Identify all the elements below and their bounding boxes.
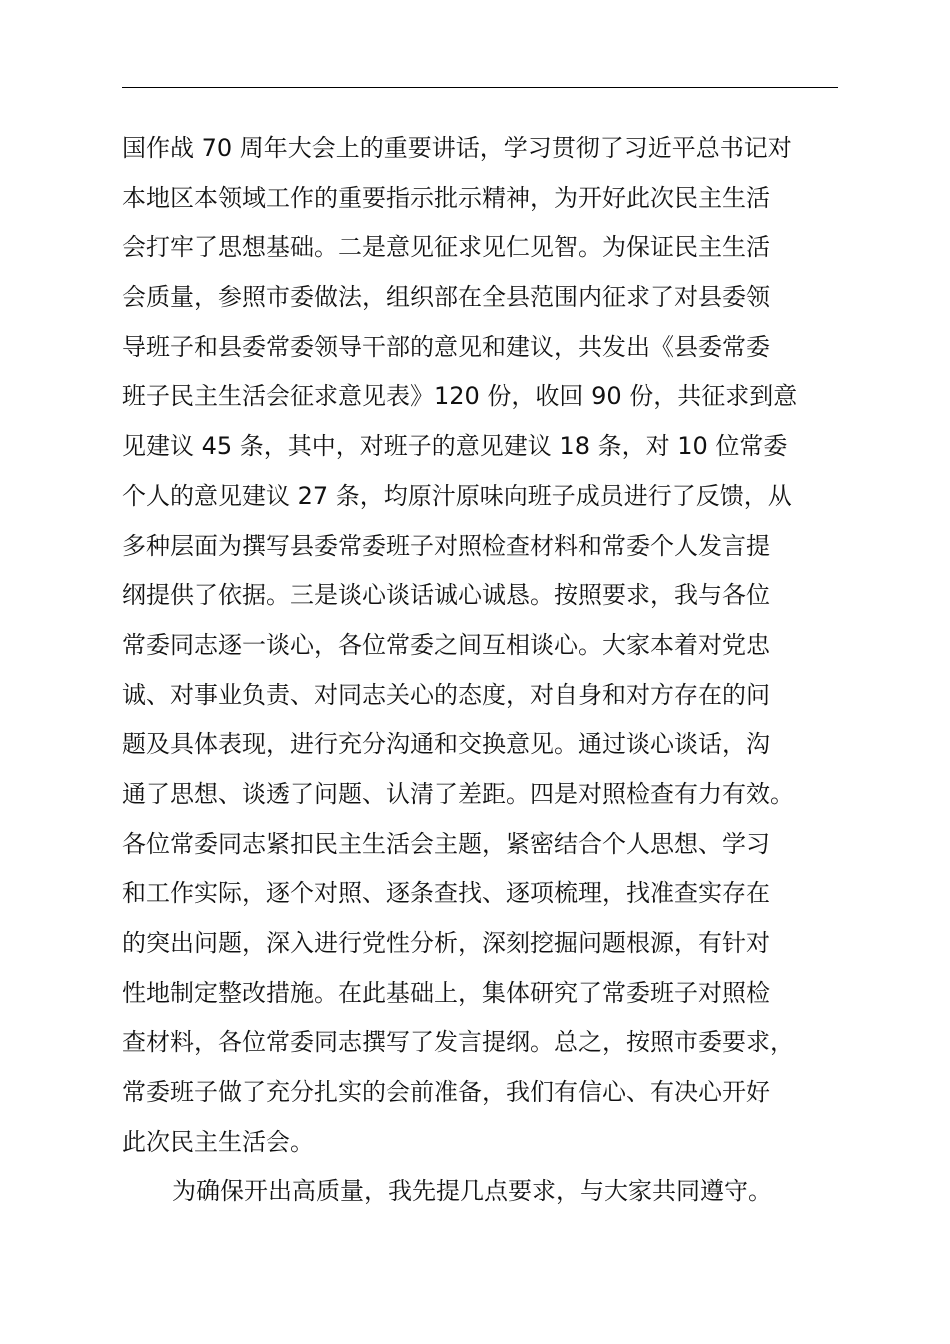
paragraph-line: 个人的意见建议 27 条，均原汁原味向班子成员进行了反馈，从 <box>122 481 792 510</box>
paragraph-line: 查材料，各位常委同志撰写了发言提纲。总之，按照市委要求， <box>122 1028 794 1057</box>
paragraph-line: 会质量，参照市委做法，组织部在全县范围内征求了对县委领 <box>122 283 770 312</box>
document-body <box>122 124 862 1217</box>
header-rule <box>122 87 838 88</box>
paragraph-line: 诚、对事业负责、对同志关心的态度，对自身和对方存在的问 <box>122 680 770 709</box>
paragraph-line: 的突出问题，深入进行党性分析，深刻挖掘问题根源，有针对 <box>122 929 770 957</box>
paragraph-line: 题及具体表现，进行充分沟通和交换意见。通过谈心谈话，沟 <box>122 730 770 759</box>
paragraph-line: 和工作实际，逐个对照、逐条查找、逐项梳理，找准查实存在 <box>122 879 770 908</box>
paragraph-line: 各位常委同志紧扣民主生活会主题，紧密结合个人思想、学习 <box>122 829 770 858</box>
paragraph-line: 国作战 70 周年大会上的重要讲话，学习贯彻了习近平总书记对 <box>122 134 792 162</box>
paragraph-line: 导班子和县委常委领导干部的意见和建议，共发出《县委常委 <box>122 332 770 361</box>
paragraph-line: 班子民主生活会征求意见表》120 份，收回 90 份，共征求到意 <box>122 382 798 411</box>
paragraph-line: 常委班子做了充分扎实的会前准备，我们有信心、有决心开好 <box>122 1078 770 1107</box>
paragraph-line: 会打牢了思想基础。二是意见征求见仁见智。为保证民主生活 <box>122 233 770 262</box>
paragraph-line: 常委同志逐一谈心，各位常委之间互相谈心。大家本着对党忠 <box>122 630 770 659</box>
paragraph-line: 通了思想、谈透了问题、认清了差距。四是对照检查有力有效。 <box>122 779 794 808</box>
paragraph-line: 见建议 45 条，其中，对班子的意见建议 18 条，对 10 位常委 <box>122 432 788 461</box>
paragraph-line: 此次民主生活会。 <box>122 1127 314 1156</box>
paragraph-line: 性地制定整改措施。在此基础上，集体研究了常委班子对照检 <box>122 978 770 1007</box>
paragraph-line: 多种层面为撰写县委常委班子对照检查材料和常委个人发言提 <box>122 531 770 560</box>
paragraph-2 <box>122 1167 862 1217</box>
paragraph-line: 本地区本领域工作的重要指示批示精神，为开好此次民主生活 <box>122 183 770 212</box>
paragraph-line: 为确保开出高质量，我先提几点要求，与大家共同遵守。 <box>172 1177 772 1206</box>
paragraph-1 <box>122 124 862 1167</box>
paragraph-line: 纲提供了依据。三是谈心谈话诚心诚恳。按照要求，我与各位 <box>122 581 770 610</box>
